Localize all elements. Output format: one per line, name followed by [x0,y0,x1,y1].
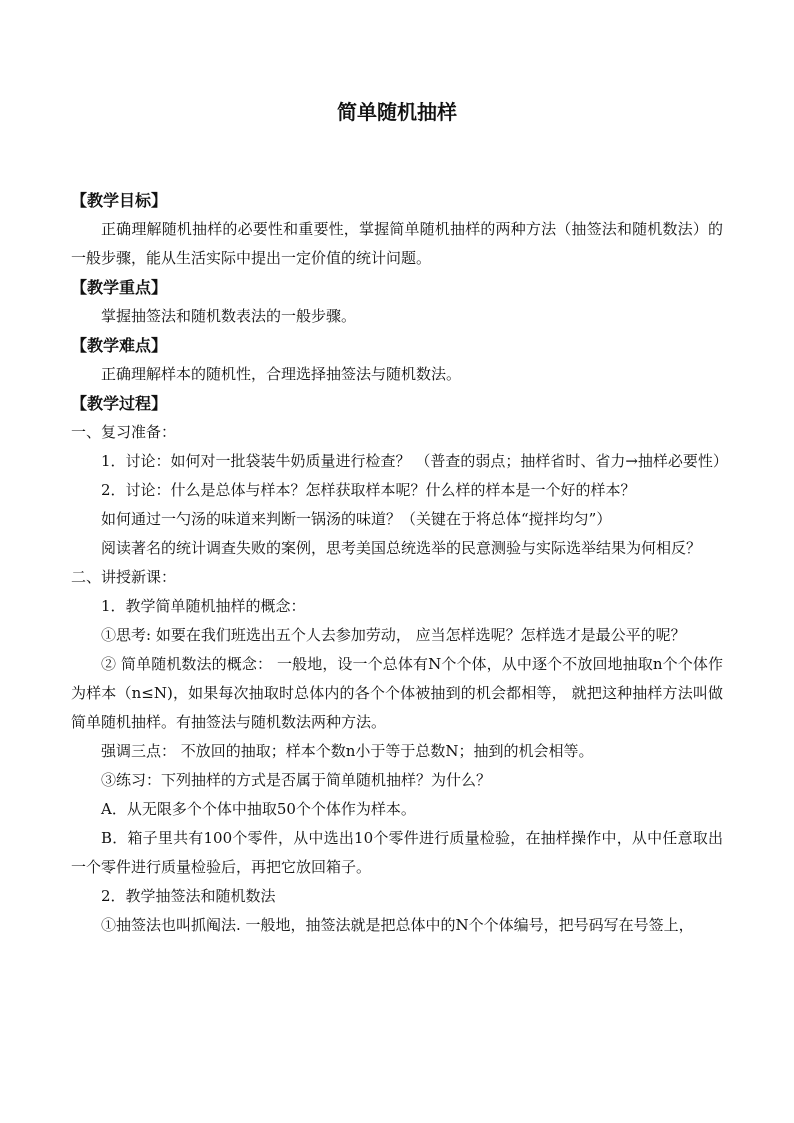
section-heading-difficulties: 【教学难点】 [71,336,168,355]
paragraph: 阅读著名的统计调查失败的案例，思考美国总统选举的民意测验与实际选举结果为何相反？ [101,539,702,557]
paragraph: 正确理解样本的随机性，合理选择抽签法与随机数法。 [101,365,462,383]
paragraph: 1．讨论：如何对一批袋装牛奶质量进行检查？ （普查的弱点；抽样省时、省力→抽样必要性） [101,452,728,470]
paragraph: ② 简单随机数法的概念： 一般地，设一个总体有N个个体，从中逐个不放回地抽取n个个体作为样本（n≤N)，如果每次抽取时总体内的各个个体被抽到的机会都相等， 就把这种抽样方法叫做简单随机抽样。有抽签法与随机数法两种方法。 [71,655,723,731]
document-title: 简单随机抽样 [337,100,457,124]
paragraph: 如何通过一勺汤的味道来判断一锅汤的味道？（关键在于将总体“搅拌均匀”） [101,510,612,528]
paragraph: 强调三点： 不放回的抽取；样本个数n小于等于总数N；抽到的机会相等。 [101,742,594,760]
paragraph: ①抽签法也叫抓阄法. 一般地，抽签法就是把总体中的N个个体编号，把号码写在号签上， [101,916,694,934]
subsection-new-lesson: 二、讲授新课： [71,568,177,586]
paragraph: ①思考: 如要在我们班选出五个人去参加劳动， 应当怎样选呢？怎样选才是最公平的呢？ [101,626,686,644]
section-heading-key-points: 【教学重点】 [71,278,168,297]
paragraph: 1．教学简单随机抽样的概念： [101,597,306,615]
section-heading-process: 【教学过程】 [71,394,168,413]
paragraph: ③练习：下列抽样的方式是否属于简单随机抽样？为什么？ [101,771,492,789]
paragraph: 2．教学抽签法和随机数法 [101,887,276,905]
paragraph: B．箱子里共有100个零件，从中选出10个零件进行质量检验，在抽样操作中，从中任意取出一个零件进行质量检验后，再把它放回箱子。 [71,829,723,876]
section-heading-objectives: 【教学目标】 [71,191,168,210]
paragraph: A．从无限多个个体中抽取50个个体作为样本。 [101,800,416,818]
document-body [71,186,728,940]
subsection-review: 一、复习准备： [71,423,177,441]
paragraph: 掌握抽签法和随机数表法的一般步骤。 [101,307,357,325]
paragraph: 正确理解随机抽样的必要性和重要性，掌握简单随机抽样的两种方法（抽签法和随机数法）的一般步骤，能从生活实际中提出一定价值的统计问题。 [71,220,723,267]
paragraph: 2．讨论：什么是总体与样本？怎样获取样本呢？什么样的样本是一个好的样本？ [101,481,636,499]
